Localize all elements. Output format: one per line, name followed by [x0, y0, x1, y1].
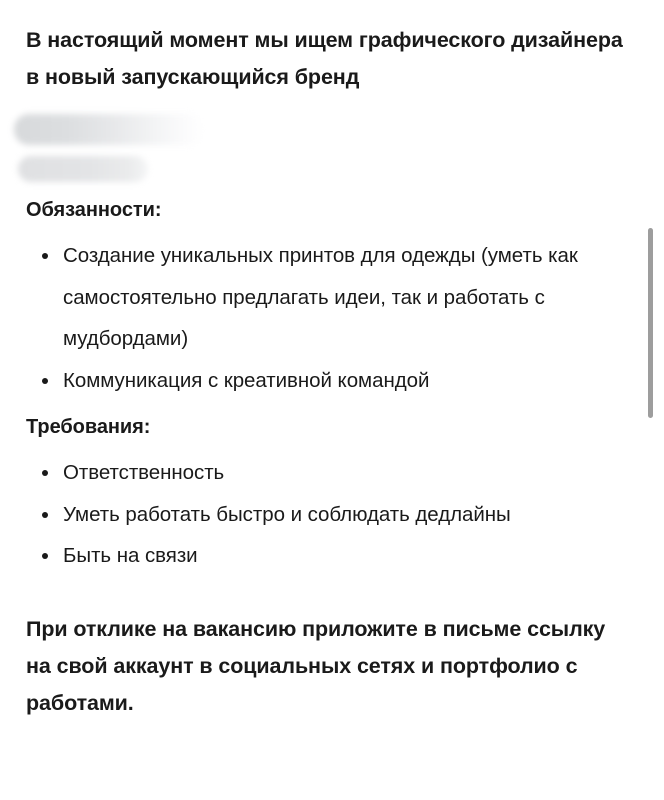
spacer	[26, 96, 634, 106]
responsibilities-list	[26, 235, 634, 401]
list-item: Быть на связи	[26, 535, 634, 577]
list-item: Ответственность	[26, 452, 634, 494]
posting-lede: В настоящий момент мы ищем графического дизайнера в новый запускающийся бренд	[26, 28, 623, 89]
list-item: Создание уникальных принтов для одежды (уметь как самостоятельно предлагать идеи, так и работать с мудбордами)	[26, 235, 634, 360]
spacer	[26, 577, 634, 611]
list-item: Уметь работать быстро и соблюдать дедлайны	[26, 494, 634, 536]
redacted-line-1	[14, 114, 204, 145]
section-title-requirements: Требования:	[26, 416, 151, 438]
redacted-line-2	[18, 156, 148, 182]
spacer	[26, 182, 634, 196]
scrollbar-thumb[interactable]	[648, 228, 653, 418]
section-title-responsibilities: Обязанности:	[26, 199, 162, 221]
spacer	[26, 401, 634, 413]
list-item: Коммуникация с креативной командой	[26, 360, 634, 402]
spacer	[26, 441, 634, 452]
application-instructions: При отклике на вакансию приложите в письме ссылку на свой аккаунт в социальных сетях и портфолио с работами.	[26, 616, 606, 715]
redacted-block	[26, 106, 634, 182]
requirements-list	[26, 452, 634, 577]
spacer	[26, 224, 634, 235]
